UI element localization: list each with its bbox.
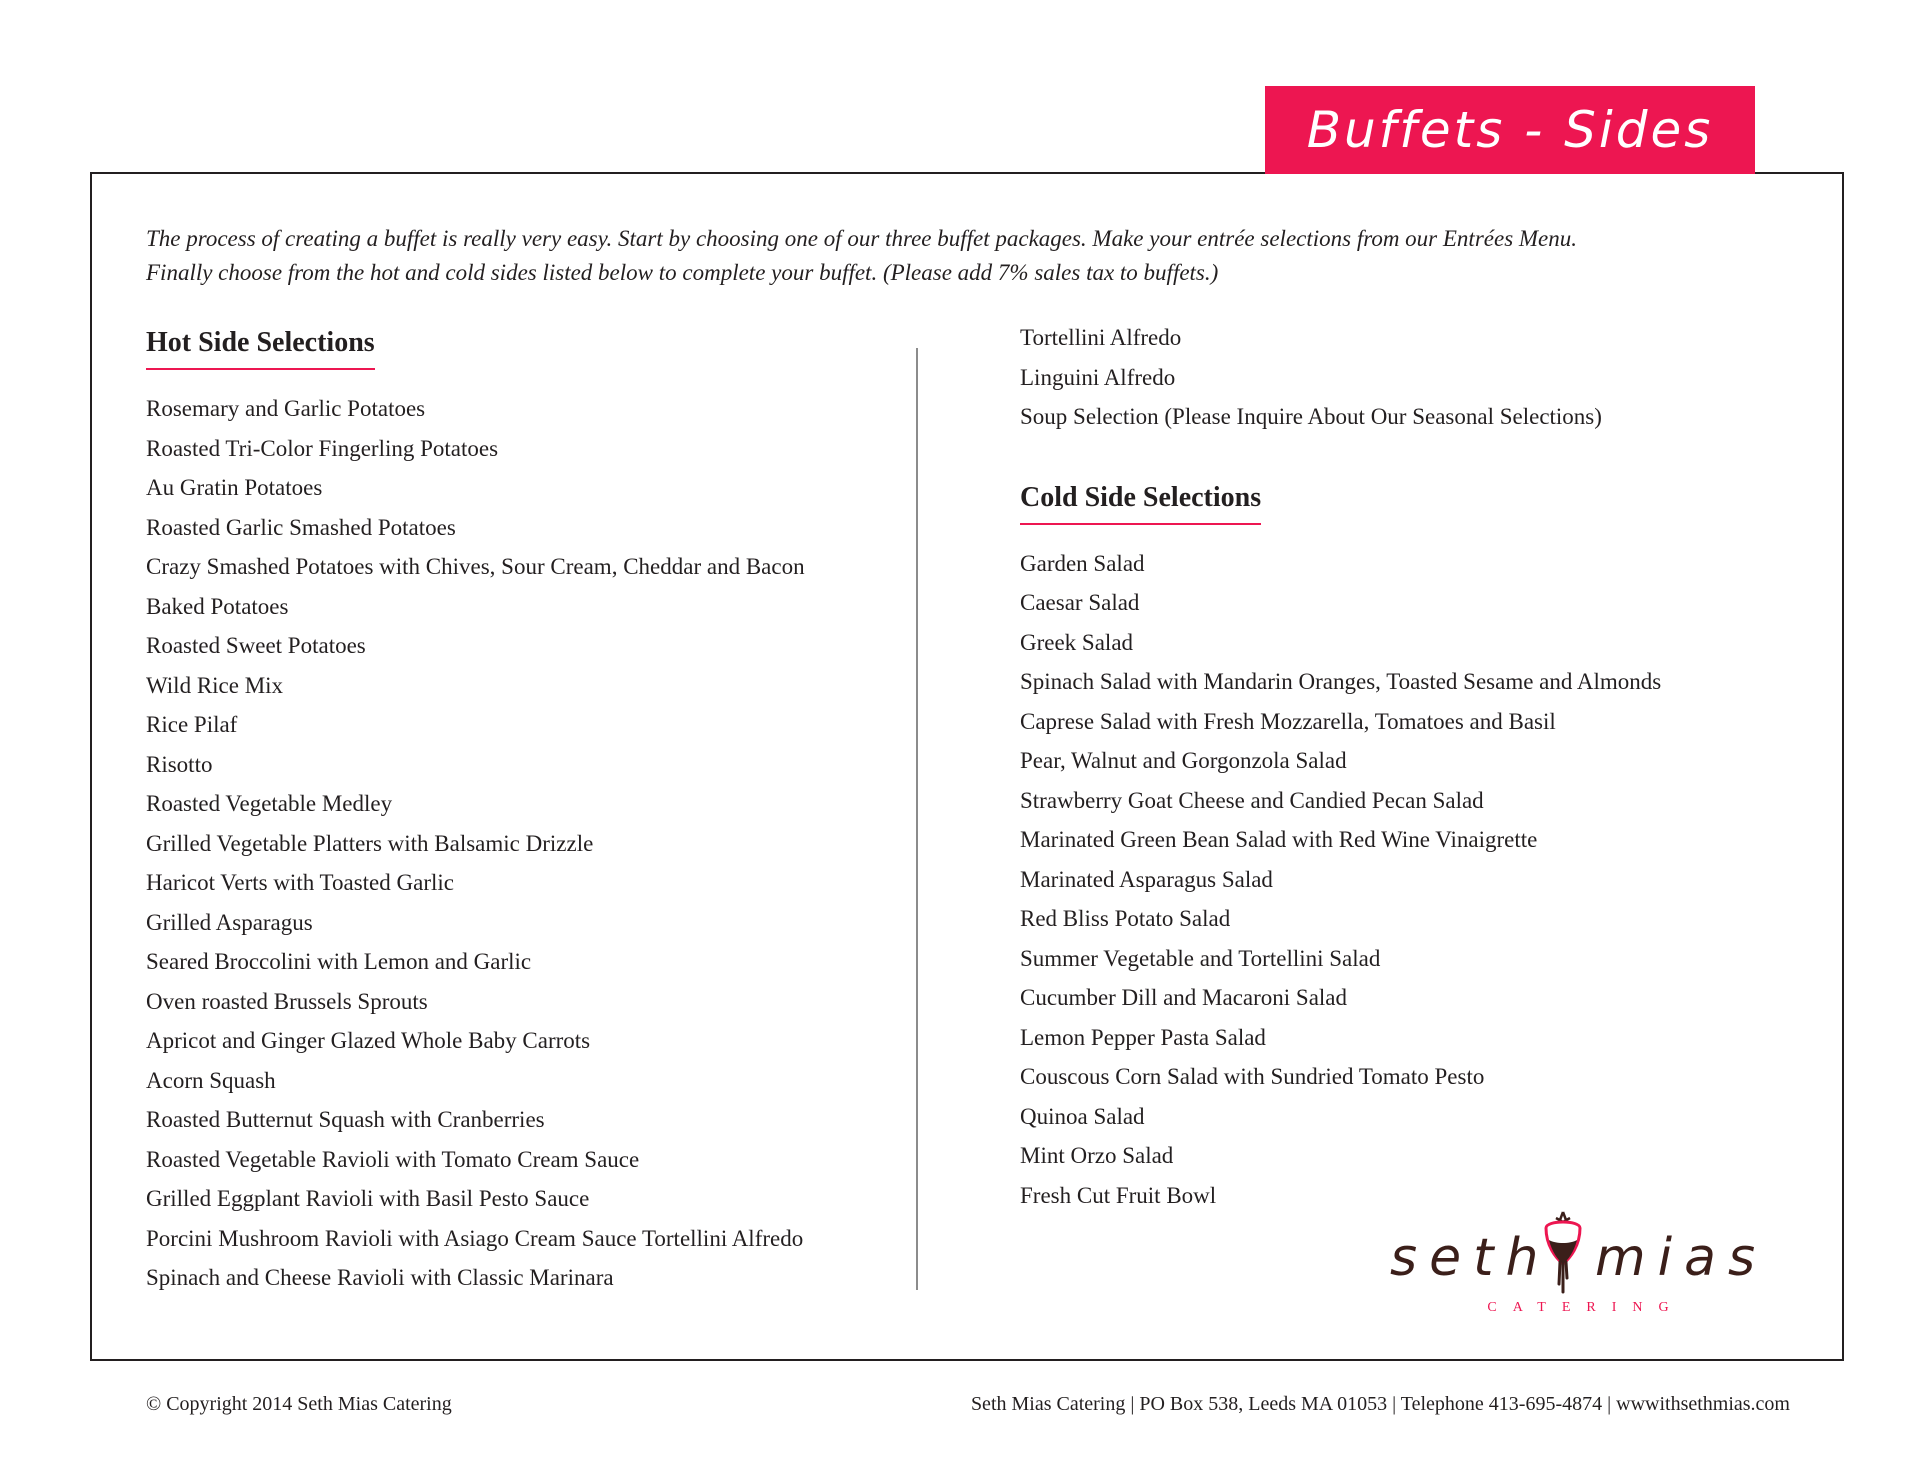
- list-item: Grilled Vegetable Platters with Balsamic Drizzle: [146, 830, 594, 856]
- list-item: Fresh Cut Fruit Bowl: [1020, 1182, 1217, 1208]
- strawberry-icon: [1538, 1206, 1588, 1296]
- list-item: Grilled Eggplant Ravioli with Basil Pesto Sauce: [146, 1186, 590, 1211]
- list-item: Couscous Corn Salad with Sundried Tomato Pesto: [1020, 1064, 1485, 1089]
- list-item: Quinoa Salad: [1020, 1103, 1145, 1129]
- list-item: Acorn Squash: [146, 1067, 276, 1093]
- list-item: Spinach Salad with Mandarin Oranges, Toasted Sesame and Almonds: [1020, 669, 1662, 694]
- list-item: Mint Orzo Salad: [1020, 1143, 1174, 1168]
- list-item: Porcini Mushroom Ravioli with Asiago Cream Sauce Tortellini Alfredo: [146, 1225, 804, 1251]
- intro-text: [146, 222, 1786, 290]
- list-item: Roasted Butternut Squash with Cranberries: [146, 1107, 545, 1132]
- column-divider: [916, 348, 918, 1290]
- list-item: Baked Potatoes: [146, 593, 289, 619]
- list-item: Lemon Pepper Pasta Salad: [1020, 1024, 1266, 1050]
- list-item: Cucumber Dill and Macaroni Salad: [1020, 985, 1348, 1010]
- list-item: Wild Rice Mix: [146, 672, 284, 698]
- list-item: Haricot Verts with Toasted Garlic: [146, 870, 454, 895]
- company-logo: [1390, 1200, 1768, 1325]
- page-title: Buffets - Sides: [1306, 101, 1714, 159]
- intro-line-1: The process of creating a buffet is really very easy. Start by choosing one of our three buffet packages. Make your entrée selections from our Entrées Menu.: [146, 226, 1578, 251]
- list-item: Strawberry Goat Cheese and Candied Pecan Salad: [1020, 787, 1484, 813]
- list-item: Crazy Smashed Potatoes with Chives, Sour Cream, Cheddar and Bacon: [146, 554, 805, 579]
- list-item: Pear, Walnut and Gorgonzola Salad: [1020, 748, 1347, 773]
- hot-sides-heading: Hot Side Selections: [146, 326, 375, 370]
- hot-sides-list: [146, 389, 906, 1298]
- list-item: Seared Broccolini with Lemon and Garlic: [146, 949, 532, 974]
- intro-line-2: Finally choose from the hot and cold sides listed below to complete your buffet. (Please add 7% sales tax to buffets.): [146, 260, 1219, 285]
- list-item: Roasted Sweet Potatoes: [146, 633, 366, 658]
- list-item: Linguini Alfredo: [1020, 364, 1176, 390]
- list-item: Rosemary and Garlic Potatoes: [146, 396, 426, 421]
- cold-sides-list: [1020, 544, 1780, 1216]
- list-item: Risotto: [146, 751, 213, 777]
- list-item: Red Bliss Potato Salad: [1020, 906, 1231, 931]
- cold-sides-heading: Cold Side Selections: [1020, 481, 1261, 525]
- list-item: Roasted Tri-Color Fingerling Potatoes: [146, 435, 499, 461]
- hot-sides-continued-list: [1020, 318, 1780, 437]
- list-item: Marinated Asparagus Salad: [1020, 866, 1273, 892]
- logo-word-mias: mias: [1595, 1228, 1768, 1288]
- list-item: Caesar Salad: [1020, 590, 1140, 615]
- list-item: Soup Selection (Please Inquire About Our Seasonal Selections): [1020, 404, 1602, 429]
- list-item: Grilled Asparagus: [146, 909, 313, 935]
- page-title-banner: [1265, 86, 1755, 174]
- logo-subtitle: CATERING: [1487, 1300, 1685, 1315]
- list-item: Roasted Vegetable Ravioli with Tomato Cream Sauce: [146, 1146, 640, 1172]
- list-item: Tortellini Alfredo: [1020, 325, 1182, 350]
- list-item: Caprese Salad with Fresh Mozzarella, Tomatoes and Basil: [1020, 708, 1556, 734]
- footer-contact: Seth Mias Catering | PO Box 538, Leeds MA 01053 | Telephone 413-695-4874 | wwwithsethmias.com: [970, 1393, 1790, 1415]
- list-item: Spinach and Cheese Ravioli with Classic Marinara: [146, 1265, 614, 1290]
- list-item: Marinated Green Bean Salad with Red Wine Vinaigrette: [1020, 827, 1538, 852]
- list-item: Greek Salad: [1020, 629, 1134, 655]
- hot-sides-column: [146, 322, 906, 1298]
- list-item: Roasted Garlic Smashed Potatoes: [146, 514, 456, 540]
- logo-word-seth: seth: [1390, 1228, 1551, 1288]
- list-item: Rice Pilaf: [146, 712, 238, 737]
- right-column: [1020, 322, 1780, 1215]
- list-item: Roasted Vegetable Medley: [146, 791, 393, 816]
- list-item: Oven roasted Brussels Sprouts: [146, 988, 428, 1014]
- list-item: Summer Vegetable and Tortellini Salad: [1020, 945, 1381, 971]
- list-item: Apricot and Ginger Glazed Whole Baby Carrots: [146, 1028, 591, 1053]
- list-item: Garden Salad: [1020, 550, 1145, 576]
- footer-copyright: © Copyright 2014 Seth Mias Catering: [146, 1393, 452, 1415]
- list-item: Au Gratin Potatoes: [146, 475, 323, 500]
